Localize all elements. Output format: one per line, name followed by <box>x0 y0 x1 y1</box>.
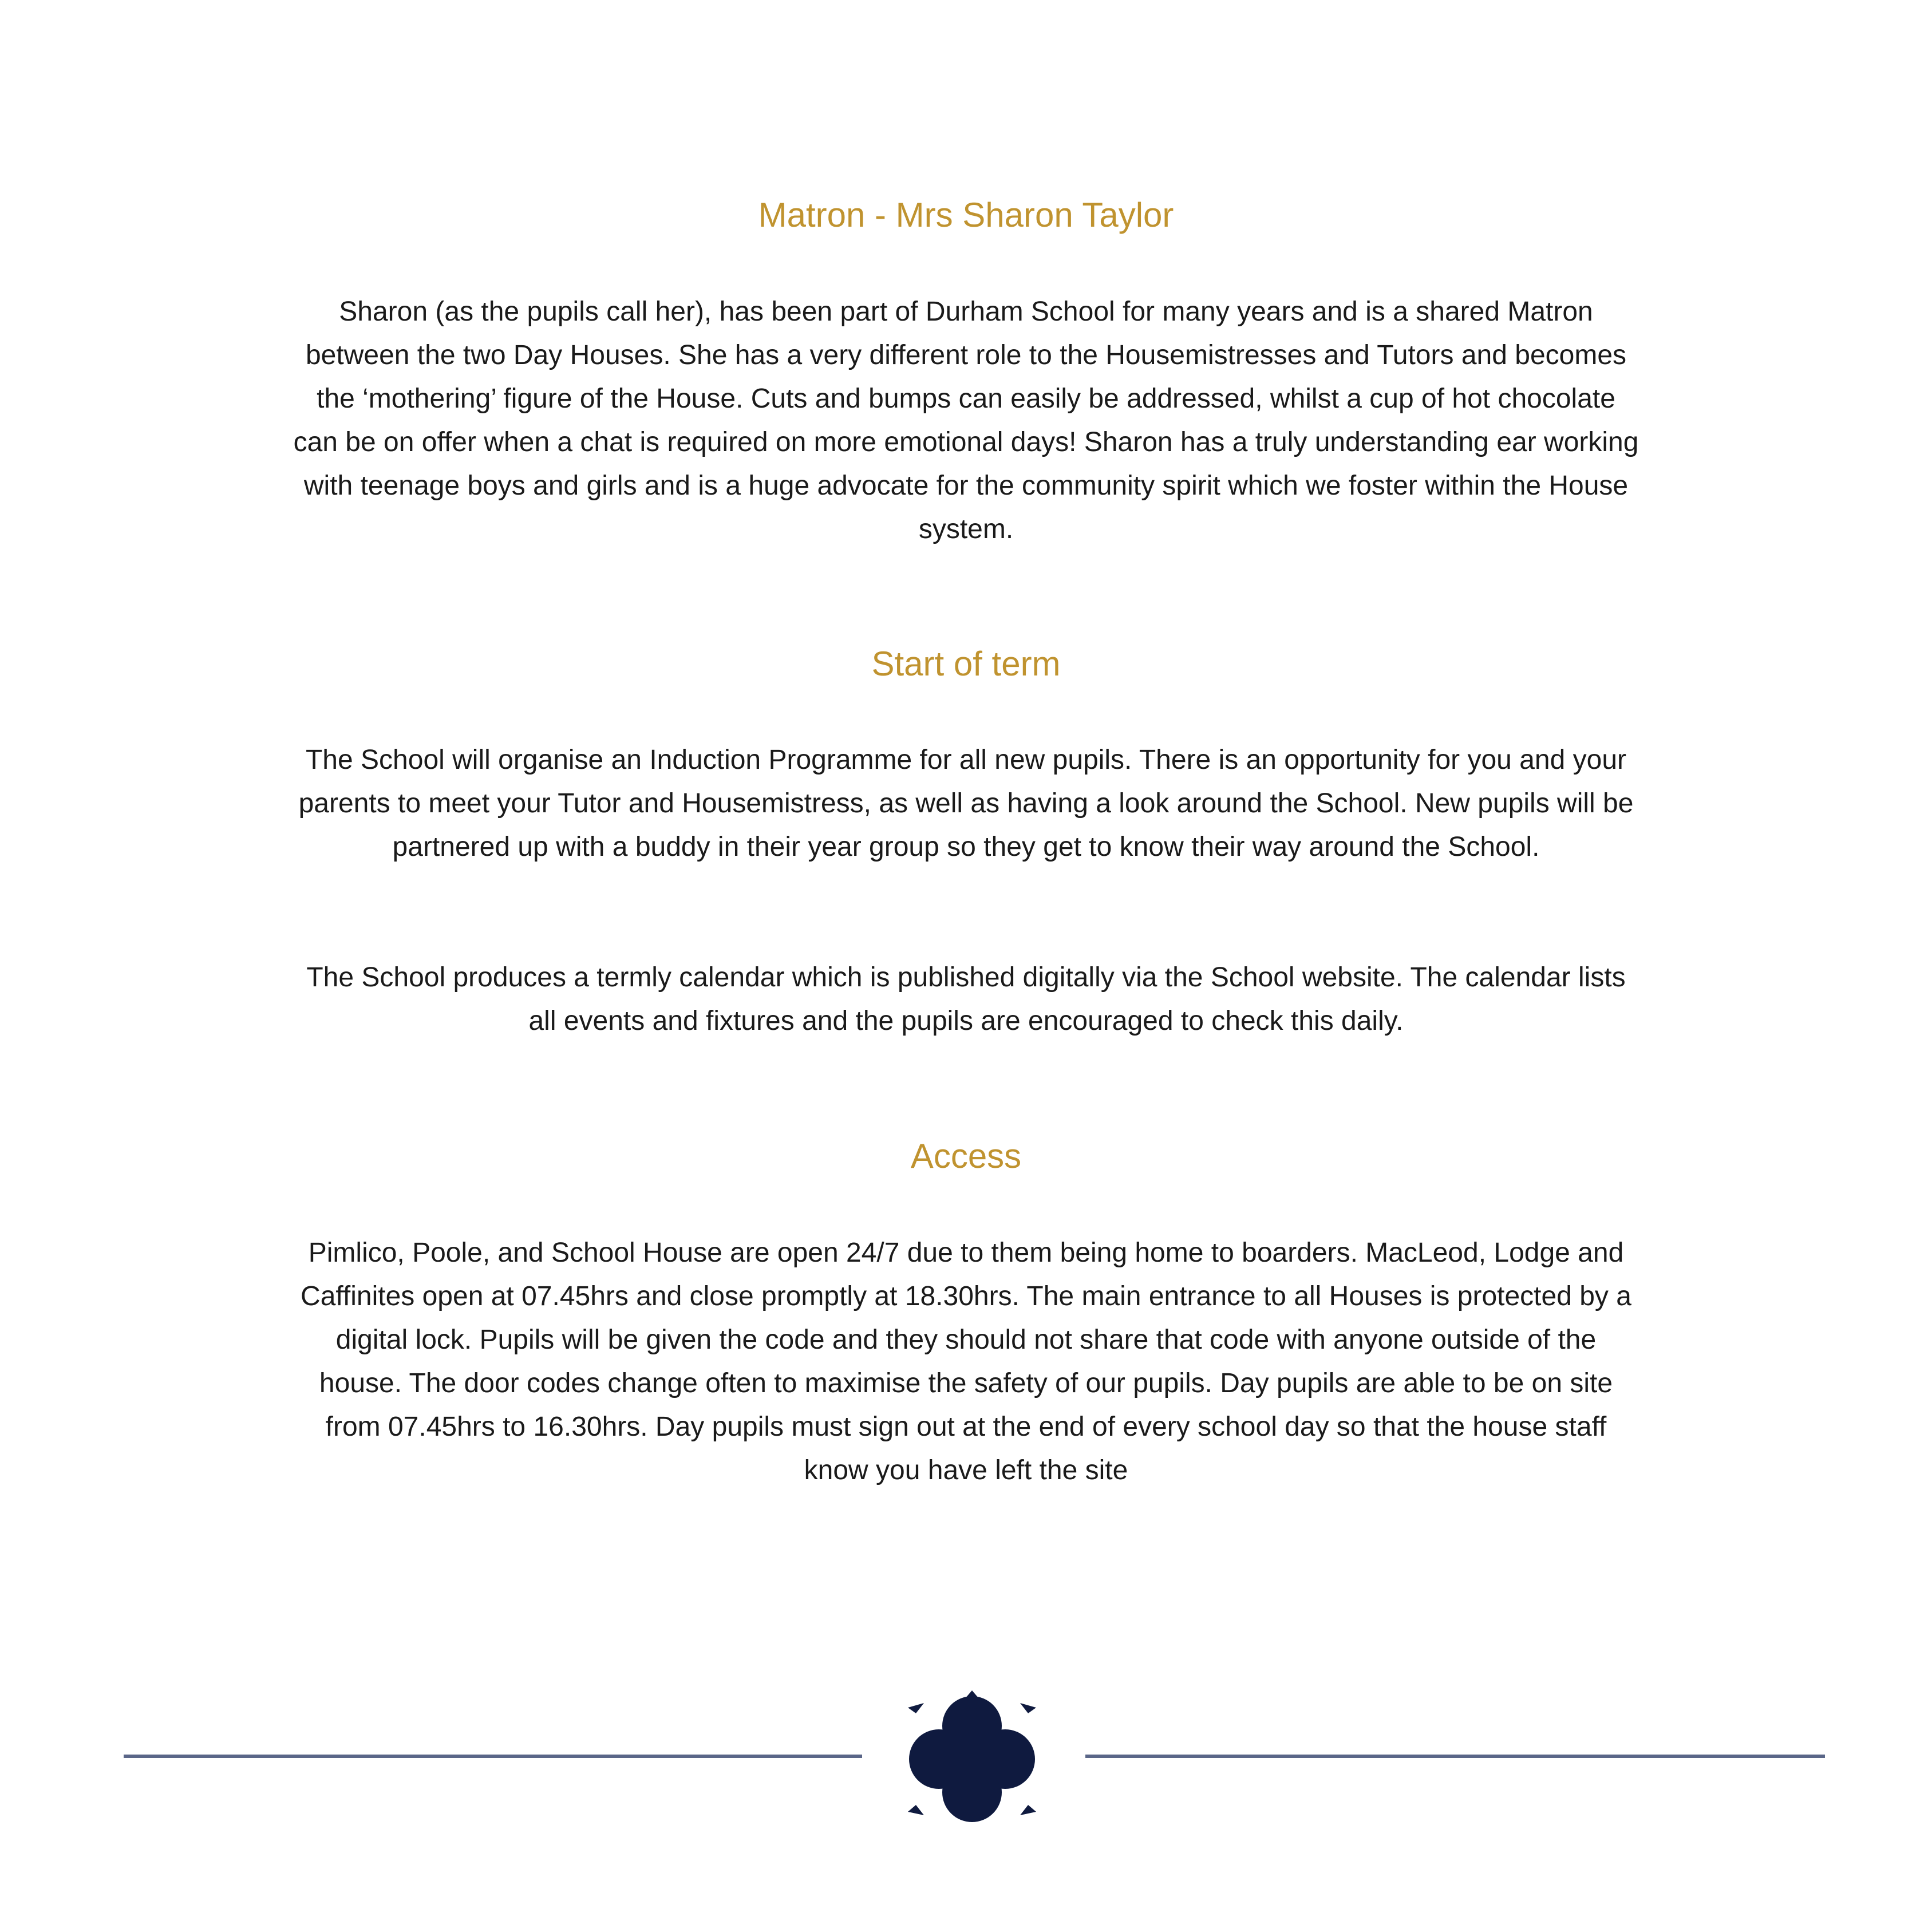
matron-paragraph: Sharon (as the pupils call her), has been part of Durham School for many years and is a shared Matron between the two Day Houses. She has a very different role to the Housemistresses and Tutors and becomes the ‘mothering’ figure of the House. Cuts and bumps can easily be addressed, whilst a cup of hot chocolate can be on offer when a chat is required on more emotional days! Sharon has a truly understanding ear working with teenage boys and girls and is a huge advocate for the community spirit which we foster within the House system. <box>293 297 1639 544</box>
footer-rule-left <box>124 1755 862 1758</box>
quatrefoil-crest-icon <box>903 1690 1041 1828</box>
footer-rule-right <box>1085 1755 1825 1758</box>
access-paragraph: Pimlico, Poole, and School House are open 24/7 due to them being home to boarders. MacLeod, Lodge and Caffinites open at 07.45hrs and close promptly at 18.30hrs. The main entrance to all Houses is protected by a digital lock. Pupils will be given the code and they should not share that code with anyone outside of the house. The door codes change often to maximise the safety of our pupils. Day pupils are able to be on site from 07.45hrs to 16.30hrs. Day pupils must sign out at the end of every school day so that the house staff know you have left the site <box>301 1238 1631 1485</box>
access-heading: Access <box>910 1137 1022 1175</box>
start-of-term-heading: Start of term <box>871 645 1061 683</box>
start-of-term-paragraph-1: The School will organise an Induction Programme for all new pupils. There is an opportunity for you and your parents to meet your Tutor and Housemistress, as well as having a look around the School. New pupils will be partnered up with a buddy in their year group so they get to know their way around the School. <box>298 745 1634 862</box>
matron-heading: Matron - Mrs Sharon Taylor <box>758 196 1174 234</box>
start-of-term-paragraph-2: The School produces a termly calendar which is published digitally via the School website. The calendar lists all events and fixtures and the pupils are encouraged to check this daily. <box>306 962 1626 1036</box>
